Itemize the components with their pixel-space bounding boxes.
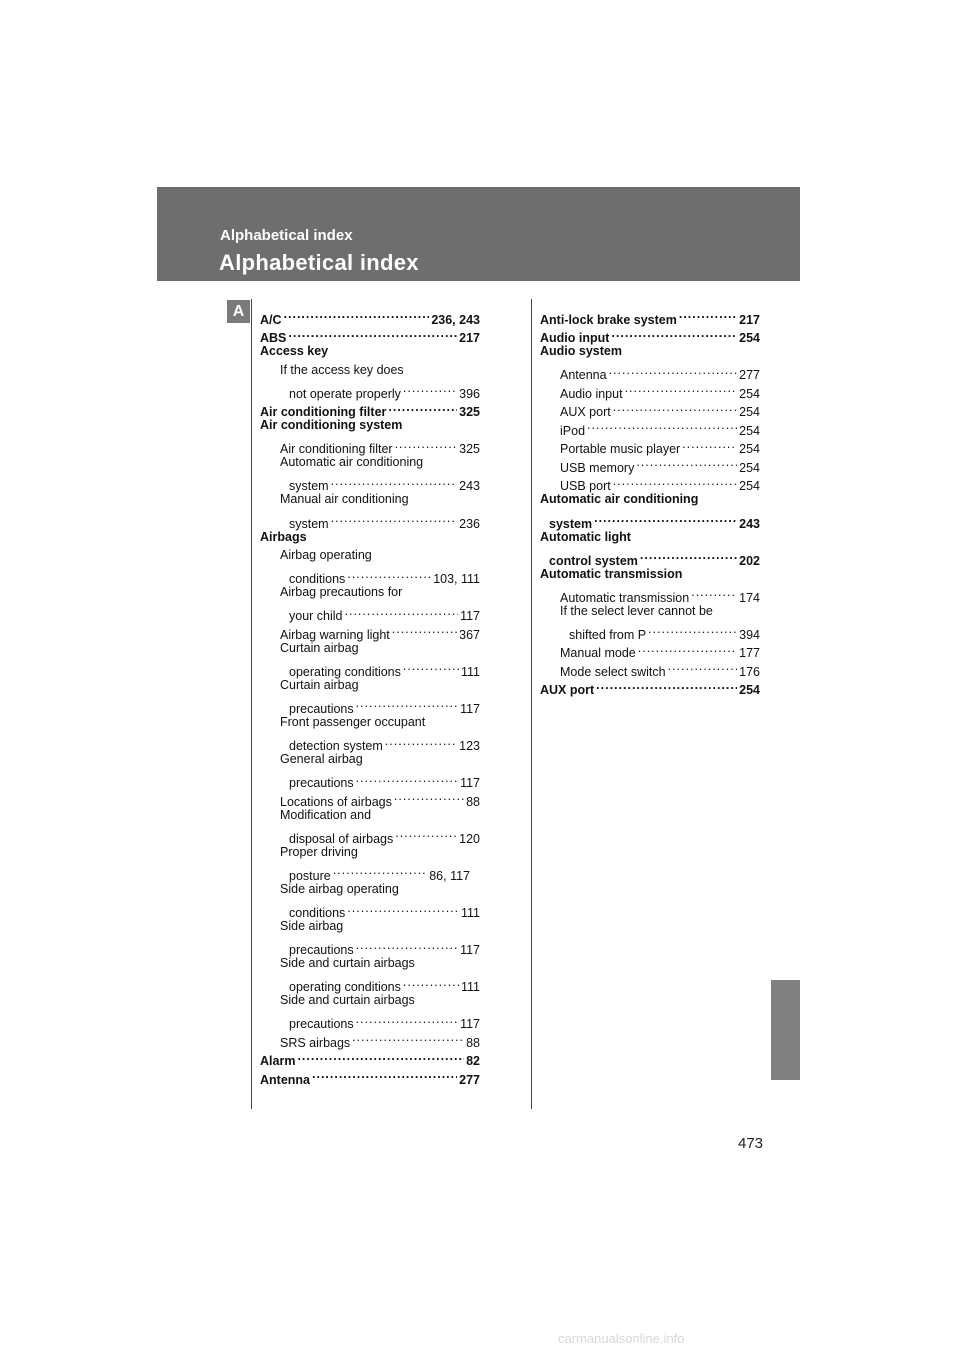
entry-text: Automatic light <box>540 529 631 544</box>
dot-leader <box>403 657 459 676</box>
dot-leader <box>613 472 737 491</box>
index-column-left <box>260 305 480 1087</box>
index-subentry <box>260 991 480 1010</box>
entry-page: 111 <box>460 906 480 921</box>
index-subentry <box>260 954 480 973</box>
dot-leader <box>356 769 458 788</box>
entry-page: 111 <box>460 664 480 679</box>
dot-leader <box>638 639 737 658</box>
entry-text: Front passenger occupant <box>280 715 426 730</box>
index-subentry <box>260 565 480 587</box>
index-subentry <box>260 379 480 401</box>
dot-leader <box>345 602 459 621</box>
index-subentry <box>540 602 760 621</box>
entry-text: Airbag operating <box>280 548 372 563</box>
index-subentry <box>260 657 480 679</box>
entry-page: 103, 111 <box>433 572 480 587</box>
entry-page: 236 <box>459 516 480 531</box>
index-subentry <box>260 899 480 921</box>
dot-leader <box>347 565 431 584</box>
index-subentry <box>260 435 480 457</box>
index-subentry <box>260 490 480 509</box>
index-subentry <box>260 361 480 380</box>
index-heading <box>540 490 760 509</box>
column-divider-left <box>251 299 252 1109</box>
entry-page: 254 <box>739 479 760 494</box>
index-subentry <box>260 472 480 494</box>
entry-text: your child <box>289 609 343 624</box>
entry-page: 117 <box>460 609 480 624</box>
entry-text: operating conditions <box>289 980 401 995</box>
dot-leader <box>636 453 737 472</box>
index-subentry <box>260 546 480 565</box>
dot-leader <box>395 824 457 843</box>
entry-text: system <box>549 516 593 531</box>
dot-leader <box>394 787 464 806</box>
dot-leader <box>288 324 457 343</box>
entry-page: 217 <box>739 312 760 327</box>
entry-page: 123 <box>459 739 480 754</box>
entry-text: USB memory <box>560 460 635 475</box>
index-subentry <box>260 861 480 883</box>
entry-page: 117 <box>460 702 480 717</box>
entry-text: detection system <box>289 739 383 754</box>
dot-leader <box>284 305 430 324</box>
dot-leader <box>668 657 738 676</box>
entry-text: Curtain airbag <box>280 677 359 692</box>
entry-text: Proper driving <box>280 844 358 859</box>
entry-text: ABS <box>260 331 287 346</box>
entry-text: SRS airbags <box>280 1035 351 1050</box>
entry-text: precautions <box>289 943 354 958</box>
entry-page: 120 <box>459 831 480 846</box>
dot-leader <box>596 676 737 695</box>
index-subentry <box>260 453 480 472</box>
entry-text: Antenna <box>560 368 607 383</box>
entry-text: precautions <box>289 776 354 791</box>
entry-text: system <box>289 479 329 494</box>
dot-leader <box>609 361 738 380</box>
entry-text: conditions <box>289 572 346 587</box>
dot-leader <box>352 1028 464 1047</box>
entry-text: precautions <box>289 1017 354 1032</box>
entry-text: shifted from P <box>569 627 647 642</box>
entry-page: 82 <box>466 1054 480 1069</box>
entry-text: Locations of airbags <box>280 794 392 809</box>
entry-text: A/C <box>260 312 282 327</box>
entry-page: 174 <box>739 590 760 605</box>
dot-leader <box>385 732 457 751</box>
entry-text: Automatic air conditioning <box>280 455 424 470</box>
dot-leader <box>395 435 458 454</box>
header-band <box>157 187 800 281</box>
dot-leader <box>403 379 457 398</box>
entry-page: 217 <box>459 331 480 346</box>
index-entry <box>260 324 480 346</box>
entry-text: posture <box>289 868 331 883</box>
entry-text: Modification and <box>280 807 372 822</box>
section-letter-badge: A <box>227 300 250 323</box>
entry-page: 396 <box>459 386 480 401</box>
entry-page: 86, 117 <box>429 868 470 883</box>
entry-text: Air conditioning filter <box>280 442 393 457</box>
entry-page: 117 <box>460 1017 480 1032</box>
dot-leader <box>403 973 459 992</box>
entry-text: iPod <box>560 423 586 438</box>
dot-leader <box>388 398 457 417</box>
entry-text: Portable music player <box>560 442 681 457</box>
entry-page: 254 <box>739 442 760 457</box>
page-title: Alphabetical index <box>219 250 419 275</box>
entry-text: Alarm <box>260 1054 296 1069</box>
entry-page: 117 <box>460 776 480 791</box>
entry-text: Airbag precautions for <box>280 585 403 600</box>
dot-leader <box>392 620 457 639</box>
entry-page: 394 <box>739 627 760 642</box>
entry-page: 111 <box>460 980 480 995</box>
entry-page: 117 <box>460 943 480 958</box>
entry-text: Antenna <box>260 1072 310 1087</box>
entry-page: 202 <box>739 553 760 568</box>
entry-text: Manual mode <box>560 646 636 661</box>
entry-page: 88 <box>466 794 480 809</box>
index-heading <box>540 565 760 584</box>
entry-text: Audio input <box>560 386 623 401</box>
entry-page: 254 <box>739 423 760 438</box>
entry-text: Automatic transmission <box>540 566 683 581</box>
entry-text: Automatic transmission <box>560 590 690 605</box>
dot-leader <box>594 509 737 528</box>
dot-leader <box>682 435 737 454</box>
dot-leader <box>356 1010 458 1029</box>
entry-text: Airbags <box>260 529 307 544</box>
entry-text: conditions <box>289 906 346 921</box>
index-subentry <box>260 509 480 531</box>
entry-text: Audio system <box>540 344 622 359</box>
side-thumb-tab <box>771 980 800 1080</box>
index-subentry <box>260 973 480 995</box>
entry-text: If the select lever cannot be <box>560 603 713 618</box>
entry-page: 277 <box>739 368 760 383</box>
entry-text: Mode select switch <box>560 664 666 679</box>
entry-text: Side and curtain airbags <box>280 993 415 1008</box>
dot-leader <box>691 583 737 602</box>
watermark: carmanualsonline.info <box>558 1331 685 1346</box>
page-number: 473 <box>738 1135 764 1152</box>
entry-page: 176 <box>739 664 760 679</box>
entry-page: 254 <box>739 460 760 475</box>
index-subentry <box>260 732 480 754</box>
entry-page: 236, 243 <box>431 312 480 327</box>
entry-text: system <box>289 516 329 531</box>
entry-page: 325 <box>459 405 480 420</box>
entry-text: Side airbag operating <box>280 881 399 896</box>
index-entry <box>540 305 760 327</box>
section-label: Alphabetical index <box>220 227 353 244</box>
entry-text: Anti-lock brake system <box>540 312 677 327</box>
entry-text: Side and curtain airbags <box>280 956 415 971</box>
entry-text: General airbag <box>280 752 363 767</box>
index-subentry <box>260 713 480 732</box>
index-entry <box>540 509 760 531</box>
dot-leader <box>648 620 737 639</box>
entry-text: Curtain airbag <box>280 640 359 655</box>
entry-text: Access key <box>260 344 329 359</box>
index-entry <box>260 305 480 327</box>
entry-text: Air conditioning system <box>260 418 403 433</box>
entry-page: 88 <box>466 1035 480 1050</box>
entry-text: Airbag warning light <box>280 627 390 642</box>
entry-page: 367 <box>459 627 480 642</box>
entry-page: 243 <box>739 516 760 531</box>
dot-leader <box>333 861 428 880</box>
index-heading <box>540 342 760 361</box>
dot-leader <box>297 1047 464 1066</box>
dot-leader <box>347 899 459 918</box>
entry-page: 254 <box>739 386 760 401</box>
entry-page: 254 <box>739 683 760 698</box>
dot-leader <box>356 694 458 713</box>
entry-text: If the access key does <box>280 362 404 377</box>
index-subentry <box>540 361 760 383</box>
entry-text: AUX port <box>560 405 611 420</box>
entry-page: 254 <box>739 405 760 420</box>
index-heading <box>260 416 480 435</box>
entry-text: Automatic air conditioning <box>540 492 699 507</box>
entry-text: Audio input <box>540 331 610 346</box>
index-heading <box>260 342 480 361</box>
dot-leader <box>312 1065 457 1084</box>
dot-leader <box>331 472 458 491</box>
entry-text: precautions <box>289 702 354 717</box>
entry-text: Air conditioning filter <box>260 405 387 420</box>
entry-text: control system <box>549 553 638 568</box>
entry-text: not operate properly <box>289 386 401 401</box>
entry-text: operating conditions <box>289 664 401 679</box>
index-subentry <box>260 917 480 936</box>
dot-leader <box>613 398 737 417</box>
entry-text: Side airbag <box>280 919 344 934</box>
entry-text: AUX port <box>540 683 595 698</box>
dot-leader <box>679 305 737 324</box>
dot-leader <box>625 379 738 398</box>
index-subentry <box>260 936 480 958</box>
index-heading <box>260 528 480 547</box>
entry-page: 177 <box>739 646 760 661</box>
entry-text: Manual air conditioning <box>280 492 409 507</box>
entry-page: 325 <box>459 442 480 457</box>
index-subentry <box>260 602 480 624</box>
index-column-right <box>540 305 760 698</box>
dot-leader <box>331 509 458 528</box>
entry-text: disposal of airbags <box>289 831 394 846</box>
dot-leader <box>611 324 737 343</box>
dot-leader <box>640 546 737 565</box>
entry-page: 277 <box>459 1072 480 1087</box>
dot-leader <box>356 936 458 955</box>
index-subentry <box>260 1010 480 1032</box>
entry-page: 243 <box>459 479 480 494</box>
index-subentry <box>260 769 480 791</box>
column-divider-middle <box>531 299 532 1109</box>
index-subentry <box>540 583 760 605</box>
index-entry <box>540 546 760 568</box>
entry-text: USB port <box>560 479 611 494</box>
dot-leader <box>587 416 737 435</box>
index-subentry <box>540 620 760 642</box>
index-subentry <box>260 824 480 846</box>
index-subentry <box>260 694 480 717</box>
index-heading <box>540 528 760 547</box>
entry-page: 254 <box>739 331 760 346</box>
index-subentry <box>260 806 480 825</box>
